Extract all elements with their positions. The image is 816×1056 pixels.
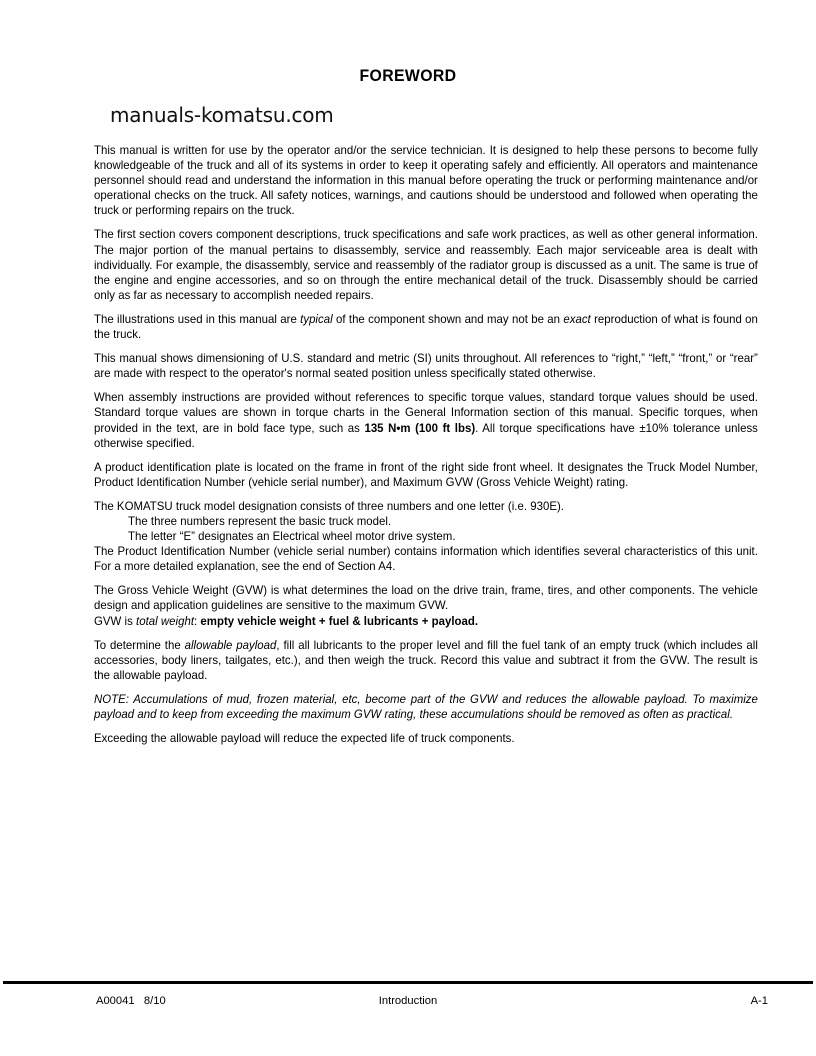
- paragraph-7: The KOMATSU truck model designation consists of three numbers and one letter (i.e. 930E).: [94, 499, 564, 513]
- paragraph-9: The Gross Vehicle Weight (GVW) is what determines the load on the drive train, frame, tires, and other components. The vehicle design and application guidelines are sensitive to the maximum GVW.: [94, 584, 758, 613]
- paragraph-7-sub-2: The letter “E” designates an Electrical wheel motor drive system.: [128, 530, 456, 544]
- paragraph-8: The Product Identification Number (vehicle serial number) contains information which identifies several characteristics of this unit. For a more detailed explanation, see the end of Section A4.: [94, 545, 758, 574]
- gvw-colon: :: [194, 614, 201, 628]
- paragraph-12: Exceeding the allowable payload will reduce the expected life of truck components.: [94, 732, 515, 746]
- page-footer: [0, 995, 816, 1011]
- paragraph-2: The first section covers component descriptions, truck specifications and safe work practices, as well as other general information. The major portion of the manual pertains to disassembly, service and reassembly. Each major serviceable area is dealt with individually. For example, the disassembly, service and reassembly of the radiator group is discussed as a unit. The same is true of the engine and engine accessories, and so on through the entire mechanical detail of the truck. Disassembly should be carried only as far as necessary to accomplish needed repairs.: [94, 228, 758, 302]
- paragraph-3-part-a: The illustrations used in this manual are: [94, 312, 301, 326]
- paragraph-4: This manual shows dimensioning of U.S. standard and metric (SI) units throughout. All references to “right,” “left,” “front,” or “rear” are made with respect to the operator's normal seated position unless specifically stated otherwise.: [94, 352, 758, 381]
- paragraph-3: [94, 312, 758, 342]
- paragraph-5-part-a: When assembly instructions are provided without references to specific torque values, standard torque values should be used. Standard torque values are shown in torque charts in the General Information section of this manual. Specific torques, when provided in the text, are in bold face type, such as: [94, 391, 758, 435]
- paragraph-3-part-c: reproduction of what is found on the truck.: [94, 312, 758, 342]
- footer-divider: [3, 981, 813, 984]
- footer-section-name: Introduction: [378, 995, 438, 1007]
- paragraph-10-part-b: , fill all lubricants to the proper level and fill the fuel tank of an empty truck (which includes all accessories, body liners, tailgates, etc.), and then weigh the truck. Record this value and subtract it from the GVW. The result is the allowable payload.: [94, 638, 758, 682]
- footer-document-number: A00041 8/10: [96, 995, 166, 1007]
- paragraph-7-sub-1: The three numbers represent the basic truck model.: [128, 514, 392, 528]
- gvw-italic-total-weight: total weight: [136, 614, 195, 628]
- paragraph-10-italic-allowable-payload: allowable payload: [184, 638, 277, 652]
- paragraph-5: [94, 390, 758, 450]
- paragraph-10-part-a: To determine the: [94, 638, 185, 652]
- paragraph-5-part-b: . All torque specifications have ±10% tolerance unless otherwise specified.: [94, 421, 758, 450]
- page-title: FOREWORD: [359, 66, 457, 85]
- paragraph-10: [94, 638, 758, 683]
- note-paragraph: NOTE: Accumulations of mud, frozen material, etc, become part of the GVW and reduces the allowable payload. To maximize payload and to keep from exceeding the maximum GVW rating, these accumulations should be removed as often as practical.: [94, 692, 758, 721]
- paragraph-3-italic-typical: typical: [300, 312, 333, 326]
- paragraph-9-gvw-definition: [94, 614, 758, 629]
- paragraph-3-italic-exact: exact: [563, 312, 591, 326]
- gvw-bold-formula: empty vehicle weight + fuel & lubricants + payload.: [200, 614, 479, 628]
- gvw-prefix: GVW is: [94, 614, 137, 628]
- paragraph-1: This manual is written for use by the operator and/or the service technician. It is designed to help these persons to become fully knowledgeable of the truck and all of its systems in order to keep it operating safely and efficiently. All operators and maintenance personnel should read and understand the information in this manual before operating the truck or performing maintenance and/or operational checks on the truck. All safety notices, warnings, and cautions should be understood and followed when operating the truck or performing repairs on the truck.: [94, 144, 758, 218]
- paragraph-6: A product identification plate is located on the frame in front of the right side front wheel. It designates the Truck Model Number, Product Identification Number (vehicle serial number), and Maximum GVW (Gross Vehicle Weight) rating.: [94, 460, 758, 489]
- watermark-text: manuals-komatsu.com: [110, 103, 334, 127]
- footer-page-number: A-1: [750, 995, 768, 1007]
- document-body: [94, 143, 768, 755]
- torque-value-bold: 135 N•m (100 ft lbs): [364, 421, 476, 435]
- paragraph-3-part-b: of the component shown and may not be an: [332, 312, 564, 326]
